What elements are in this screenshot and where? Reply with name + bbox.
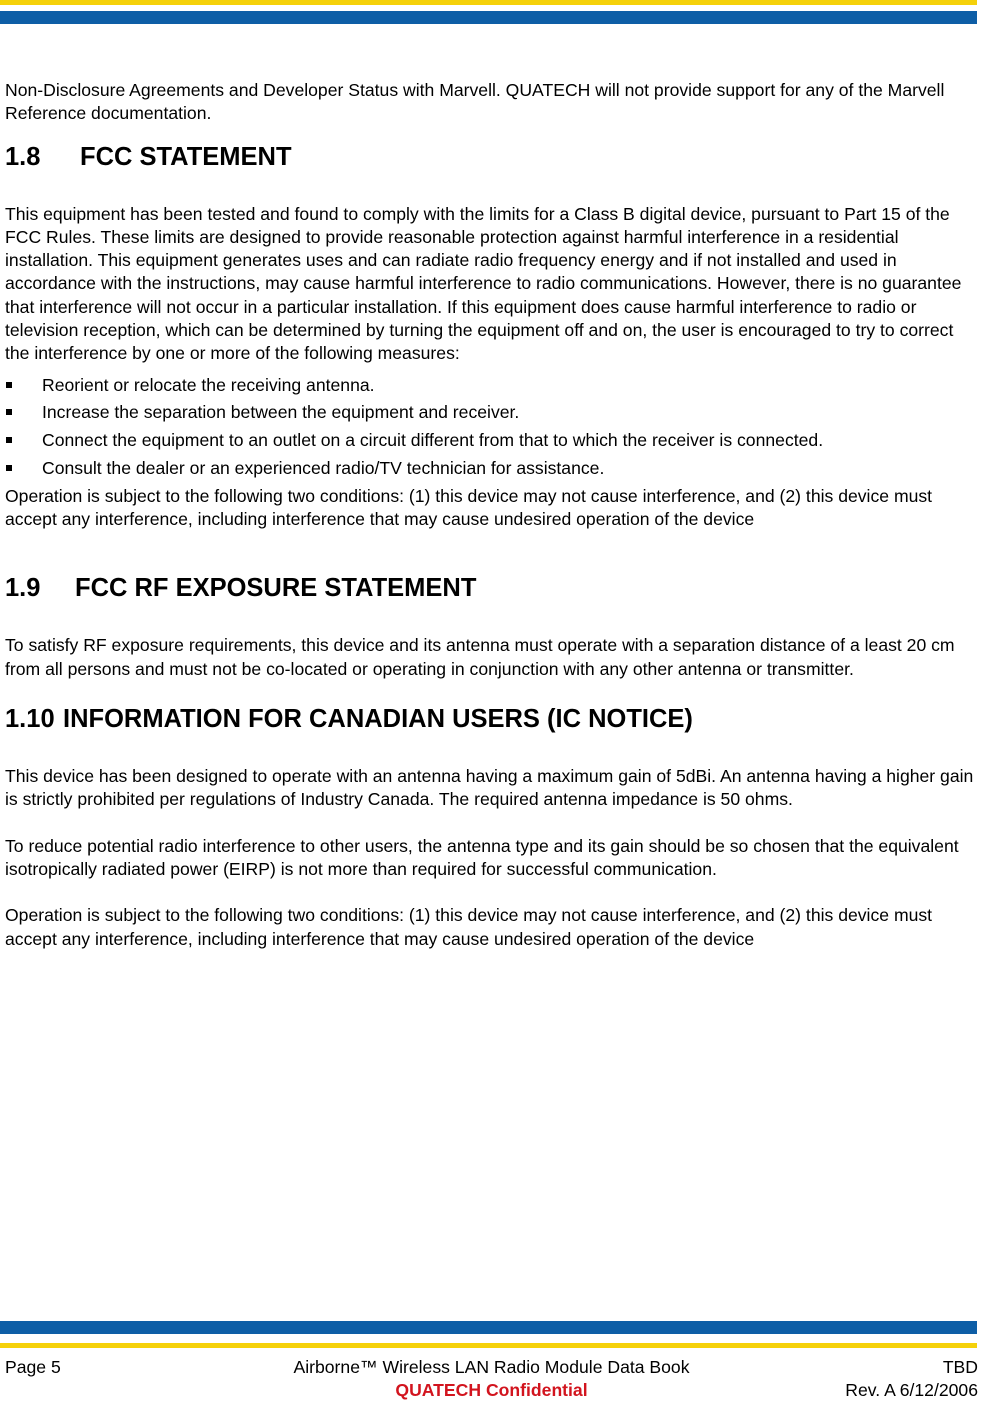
page-content bbox=[5, 79, 980, 951]
rf-exposure-paragraph: To satisfy RF exposure requirements, this device and its antenna must operate with a separation distance of a least 20 cm from all persons and must not be co-located or operating in conjunction with any other antenna or transmitter. bbox=[5, 635, 955, 679]
list-item: Connect the equipment to an outlet on a circuit different from that to which the receiver is connected. bbox=[5, 429, 980, 452]
section-title: INFORMATION FOR CANADIAN USERS (IC NOTICE) bbox=[63, 705, 693, 734]
section-title: FCC STATEMENT bbox=[80, 142, 292, 171]
bullet-square-icon bbox=[6, 409, 12, 415]
document-status: TBD bbox=[942, 1357, 978, 1377]
footer-band-blue bbox=[0, 1321, 977, 1334]
list-item: Consult the dealer or an experienced radio/TV technician for assistance. bbox=[5, 457, 980, 480]
section-number: 1.9 bbox=[5, 574, 41, 603]
section-heading-1-10 bbox=[5, 704, 980, 734]
list-item: Reorient or relocate the receiving antenna. bbox=[5, 374, 980, 397]
document-title: Airborne™ Wireless LAN Radio Module Data Book bbox=[293, 1357, 690, 1377]
section-heading-1-9 bbox=[5, 573, 980, 603]
section-number: 1.10 bbox=[5, 705, 55, 734]
page-footer bbox=[5, 1356, 978, 1402]
bullet-square-icon bbox=[6, 465, 12, 471]
list-item: Increase the separation between the equipment and receiver. bbox=[5, 401, 980, 424]
bullet-square-icon bbox=[6, 437, 12, 443]
ic-paragraph: To reduce potential radio interference to other users, the antenna type and its gain should be so chosen that the equivalent isotropically radiated power (EIRP) is not more than required for successful communication. bbox=[5, 835, 959, 879]
ic-paragraph: Operation is subject to the following two conditions: (1) this device may not cause interference, and (2) this device must accept any interference, including interference that may cause undesired operation of the device bbox=[5, 905, 933, 949]
ic-paragraph: This device has been designed to operate with an antenna having a maximum gain of 5dBi. An antenna having a higher gain is strictly prohibited per regulations of Industry Canada. The required antenna impedance is 50 ohms. bbox=[5, 766, 974, 810]
footer-band-yellow bbox=[0, 1343, 977, 1348]
header-band-blue bbox=[0, 11, 977, 24]
page-number: Page 5 bbox=[5, 1357, 61, 1377]
revision-label: Rev. A 6/12/2006 bbox=[845, 1380, 978, 1400]
fcc-measures-list bbox=[5, 374, 980, 481]
section-heading-1-8 bbox=[5, 142, 980, 172]
section-title: FCC RF EXPOSURE STATEMENT bbox=[75, 574, 477, 603]
section-number: 1.8 bbox=[5, 142, 41, 171]
intro-paragraph: Non-Disclosure Agreements and Developer Status with Marvell. QUATECH will not provide support for any of the Marvell Reference documentation. bbox=[5, 80, 945, 124]
header-band-yellow bbox=[0, 0, 977, 5]
bullet-square-icon bbox=[6, 382, 12, 388]
fcc-conditions-paragraph: Operation is subject to the following two conditions: (1) this device may not cause interference, and (2) this device must accept any interference, including interference that may cause undesired operation of the device bbox=[5, 485, 933, 530]
confidential-label: QUATECH Confidential bbox=[395, 1380, 588, 1400]
fcc-paragraph: This equipment has been tested and found to comply with the limits for a Class B digital device, pursuant to Part 15 of the FCC Rules. These limits are designed to provide reasonable protection against harmful interference in a residential installation. This equipment generates uses and can radiate radio frequency energy and if not installed and used in accordance with the instructions, may cause harmful interference to radio communications. However, there is no guarantee that interference will not occur in a particular installation. If this equipment does cause harmful interference to radio or television reception, which can be determined by turning the equipment off and on, the user is encouraged to try to correct the interference by one or more of the following measures: bbox=[5, 203, 962, 364]
